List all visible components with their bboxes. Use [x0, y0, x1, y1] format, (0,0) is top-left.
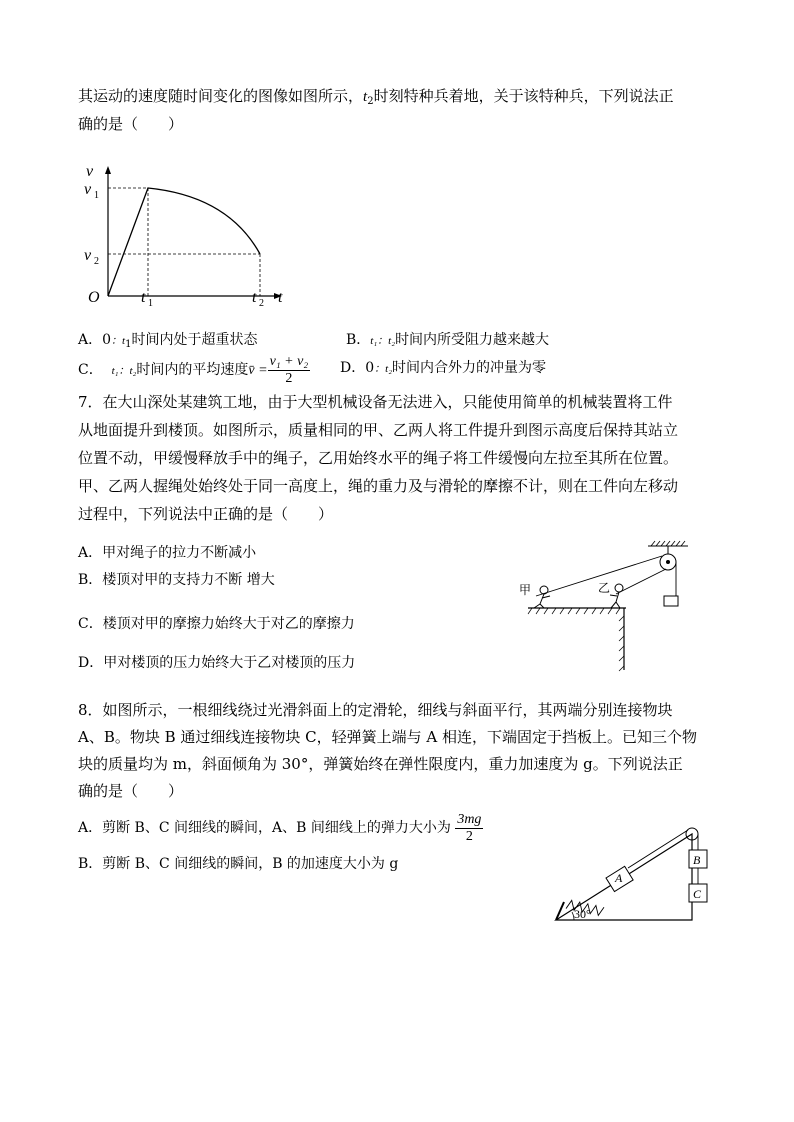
- q7-option-a[interactable]: A．甲对绳子的拉力不断减小: [78, 545, 257, 561]
- q6-c-num: v₁ + v₂: [269, 353, 309, 369]
- q6-stem-part-b: 时刻特种兵着地，关于该特种兵，下列说法正: [373, 87, 674, 105]
- label-yi: 乙: [598, 581, 611, 595]
- q6-c-text: 时间内的平均速度: [136, 362, 249, 378]
- q6-b-range: t₁：t₂: [370, 335, 396, 347]
- person-yi: [610, 584, 623, 608]
- q6-stem-t2: t: [363, 89, 368, 105]
- q8-incline-diagram: [552, 816, 722, 926]
- q8-a-num: 3mg: [457, 811, 482, 827]
- ceiling-hatch: [651, 541, 685, 546]
- q6-d-text: 时间内合外力的冲量为零: [392, 360, 547, 376]
- q7-stem-line3: 位置不动，甲缓慢释放手中的绳子，乙用始终水平的绳子将工件缓慢向左拉至其所在位置。: [78, 449, 679, 467]
- graph-label-t1: t: [141, 289, 146, 306]
- q6-stem-line2: 确的是（ ）: [78, 115, 184, 133]
- label-angle: 30°: [574, 907, 591, 921]
- q6-d-prefix: D．0: [340, 360, 375, 376]
- graph-label-t2: t: [252, 289, 257, 306]
- label-jia: 甲: [519, 583, 532, 597]
- q6-c-eq: v̄ =: [248, 363, 268, 378]
- graph-label-t2-sub: 2: [259, 298, 264, 308]
- q7-pulley-diagram: [516, 538, 701, 673]
- q6-a-sub: 1: [125, 339, 132, 350]
- q6-d-range: ：t₂: [374, 363, 393, 375]
- rooftop-hatch: [528, 608, 620, 614]
- graph-label-v1-sub: 1: [94, 190, 99, 201]
- q8-stem-line1: 8．如图所示，一根细线绕过光滑斜面上的定滑轮，细线与斜面平行，其两端分别连接物块: [78, 701, 673, 719]
- q6-stem-t2-sub: 2: [367, 96, 374, 107]
- workpiece-box: [664, 596, 678, 606]
- q6-vt-graph: [78, 158, 298, 308]
- q6-c-range: t₁：t₂: [111, 365, 137, 377]
- q6-option-d[interactable]: [340, 358, 546, 379]
- rope-to-yi-knot: [616, 569, 666, 594]
- q7-stem-line1: 7．在大山深处某建筑工地，由于大型机械设备无法进入，只能使用简单的机械装置将工件: [78, 393, 673, 411]
- q6-option-c[interactable]: [78, 352, 310, 388]
- graph-label-v2-sub: 2: [94, 256, 99, 267]
- q6-b-text: 时间内所受阻力越来越大: [395, 332, 550, 348]
- q7-option-c[interactable]: C．楼顶对甲的摩擦力始终大于对乙的摩擦力: [78, 616, 355, 632]
- label-block-b: B: [693, 853, 701, 867]
- q6-stem-part-a: 其运动的速度随时间变化的图像如图所示，: [78, 87, 364, 105]
- q6-stem-line1: [78, 86, 674, 112]
- q7-option-b[interactable]: B．楼顶对甲的支持力不断 增大: [78, 572, 275, 588]
- q7-stem-line4: 甲、乙两人握绳处始终处于同一高度上，绳的重力及与滑轮的摩擦不计，则在工件向左移动: [78, 477, 679, 495]
- graph-label-t1-sub: 1: [148, 298, 153, 308]
- q6-c-fraction: [268, 354, 311, 387]
- q8-option-a[interactable]: [78, 808, 483, 848]
- q6-a-range: ：t: [111, 335, 126, 347]
- q6-a-text: 时间内处于超重状态: [131, 332, 258, 348]
- wall-hatch: [619, 616, 624, 671]
- graph-label-v2: v: [84, 247, 92, 264]
- graph-label-v1: v: [84, 181, 92, 198]
- q8-a-fraction: [455, 812, 483, 845]
- q8-a-den: 2: [465, 828, 473, 844]
- graph-label-t: t: [278, 289, 283, 306]
- person-jia: [534, 586, 550, 608]
- q8-option-b[interactable]: B．剪断 B、C 间细线的瞬间，B 的加速度大小为 g: [78, 856, 399, 872]
- q7-option-d[interactable]: D．甲对楼顶的压力始终大于乙对楼顶的压力: [78, 655, 356, 671]
- label-block-c: C: [693, 887, 702, 901]
- q6-a-prefix: A．0: [78, 332, 112, 348]
- string-incline: [628, 830, 688, 868]
- q8-stem-line3: 块的质量均为 m，斜面倾角为 30°，弹簧始终在弹性限度内，重力加速度为 g。下列说法正: [78, 755, 683, 773]
- graph-y-arrow: [105, 166, 111, 174]
- q8-a-text: A．剪断 B、C 间细线的瞬间，A、B 间细线上的弹力大小为: [78, 820, 451, 836]
- q8-stem-line4: 确的是（ ）: [78, 782, 184, 800]
- label-block-a: A: [615, 871, 623, 885]
- pulley-axle: [666, 560, 670, 564]
- q6-c-prefix: C．: [78, 362, 103, 378]
- graph-velocity-curve: [108, 188, 260, 296]
- q6-c-den: 2: [285, 370, 293, 386]
- q8-stem-line2: A、B。物块 B 通过细线连接物块 C，轻弹簧上端与 A 相连，下端固定于挡板上。已知三个物: [78, 728, 698, 746]
- graph-label-origin: O: [88, 289, 100, 306]
- q6-b-prefix: B．: [346, 332, 371, 348]
- q7-stem-line5: 过程中，下列说法中正确的是（ ）: [78, 505, 334, 523]
- q6-option-b[interactable]: [346, 330, 549, 351]
- q7-stem-line2: 从地面提升到楼顶。如图所示，质量相同的甲、乙两人将工件提升到图示高度后保持其站立: [78, 421, 679, 439]
- graph-label-v: v: [86, 163, 94, 180]
